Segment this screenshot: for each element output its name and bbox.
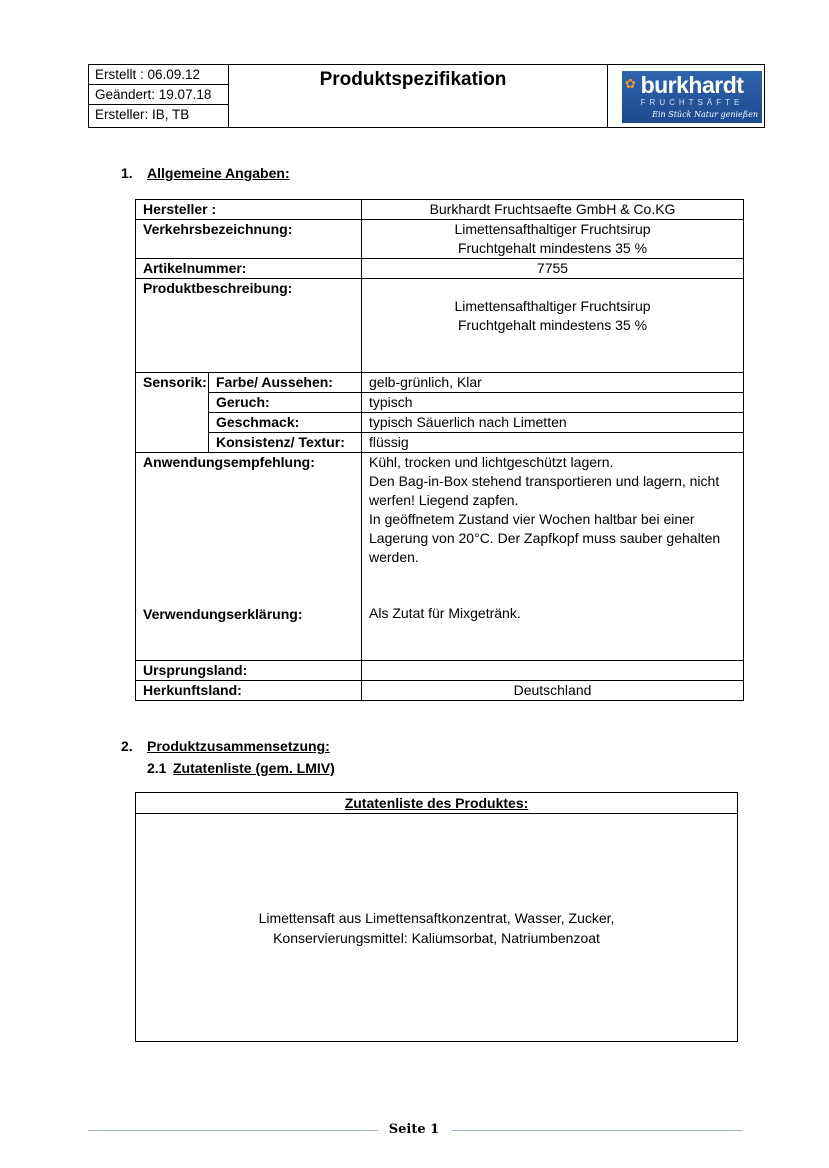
verkehr-value <box>362 220 744 259</box>
ingredients-line-1: Limettensaft aus Limettensaftkonzentrat, Wasser, Zucker, <box>258 910 615 926</box>
anwendung-line-2: Den Bag-in-Box stehend transportieren und lagern, nicht werfen! Liegend zapfen. <box>369 473 720 508</box>
logo-cell <box>607 65 765 127</box>
footer-divider-right <box>452 1130 742 1131</box>
changed-date: Geändert: 19.07.18 <box>89 85 228 105</box>
artikel-label: Artikelnummer: <box>136 259 362 279</box>
section-2-1-heading <box>147 760 335 776</box>
konsistenz-label: Konsistenz/ Textur: <box>209 433 362 453</box>
verkehr-line-1: Limettensafthaltiger Fruchtsirup <box>454 221 651 237</box>
footer-divider-left <box>88 1130 378 1131</box>
table-row <box>136 279 744 373</box>
verwendung-label: Verwendungserklärung: <box>143 606 303 622</box>
ingredients-line-2: Konservierungsmittel: Kaliumsorbat, Natriumbenzoat <box>273 930 600 946</box>
page-number: Seite 1 <box>388 1122 440 1137</box>
hersteller-label: Hersteller : <box>136 200 362 220</box>
document-header <box>88 64 765 128</box>
table-row <box>136 681 744 701</box>
logo-slogan: Ein Stück Natur genießen <box>652 110 758 119</box>
herkunft-label: Herkunftsland: <box>136 681 362 701</box>
beschreibung-line-1: Limettensafthaltiger Fruchtsirup <box>454 298 651 314</box>
geschmack-label: Geschmack: <box>209 413 362 433</box>
document-meta <box>89 65 229 127</box>
konsistenz-value: flüssig <box>362 433 744 453</box>
anwendung-value <box>362 453 744 661</box>
table-row <box>136 200 744 220</box>
table-row <box>136 393 744 413</box>
anwendung-line-3: In geöffnetem Zustand vier Wochen haltbar bei einer Lagerung von 20°C. Der Zapfkopf muss sauber gehalten werden. <box>369 511 721 565</box>
beschreibung-value <box>362 279 744 373</box>
geruch-label: Geruch: <box>209 393 362 413</box>
page-title: Produktspezifikation <box>319 69 507 90</box>
section-1-title: Allgemeine Angaben: <box>147 165 290 181</box>
beschreibung-line-2: Fruchtgehalt mindestens 35 % <box>457 317 648 333</box>
table-row <box>136 433 744 453</box>
ingredients-heading: Zutatenliste des Produktes: <box>136 793 737 814</box>
geschmack-value: typisch Säuerlich nach Limetten <box>362 413 744 433</box>
table-row <box>136 373 744 393</box>
hersteller-value: Burkhardt Fruchtsaefte GmbH & Co.KG <box>362 200 744 220</box>
section-2-number: 2. <box>121 738 133 754</box>
section-1-number: 1. <box>121 165 133 181</box>
verwendung-value: Als Zutat für Mixgetränk. <box>369 605 521 621</box>
farbe-value: gelb-grünlich, Klar <box>362 373 744 393</box>
section-2-heading <box>121 738 330 754</box>
ursprung-value <box>362 661 744 681</box>
sensorik-label: Sensorik: <box>136 373 209 453</box>
section-2-1-title: Zutatenliste (gem. LMIV) <box>173 760 335 776</box>
artikel-value: 7755 <box>362 259 744 279</box>
verkehr-label: Verkehrsbezeichnung: <box>136 220 362 259</box>
burkhardt-logo <box>622 71 762 123</box>
herkunft-value: Deutschland <box>362 681 744 701</box>
anwendung-line-1: Kühl, trocken und lichtgeschützt lagern. <box>369 454 614 470</box>
verkehr-line-2: Fruchtgehalt mindestens 35 % <box>457 240 648 256</box>
ingredients-text <box>136 908 737 948</box>
section-2-1-number: 2.1 <box>147 760 167 776</box>
table-row <box>136 413 744 433</box>
leaf-icon: ✿ <box>625 76 636 91</box>
table-row <box>136 661 744 681</box>
section-1-heading <box>121 165 290 181</box>
table-row <box>136 220 744 259</box>
spec-table <box>135 199 744 701</box>
table-row <box>136 453 744 661</box>
geruch-value: typisch <box>362 393 744 413</box>
section-2-title: Produktzusammensetzung: <box>147 738 330 754</box>
logo-name: burkhardt <box>640 72 744 98</box>
author: Ersteller: IB, TB <box>95 107 190 122</box>
created-date: Erstellt : 06.09.12 <box>89 65 228 85</box>
anwendung-label: Anwendungsempfehlung: <box>143 454 315 470</box>
ursprung-label: Ursprungsland: <box>136 661 362 681</box>
table-row <box>136 259 744 279</box>
anwendung-cell <box>136 453 362 661</box>
logo-subtitle: FRUCHTSÄFTE <box>640 98 744 107</box>
beschreibung-label: Produktbeschreibung: <box>136 279 362 373</box>
ingredients-box <box>135 792 738 1042</box>
farbe-label: Farbe/ Aussehen: <box>209 373 362 393</box>
